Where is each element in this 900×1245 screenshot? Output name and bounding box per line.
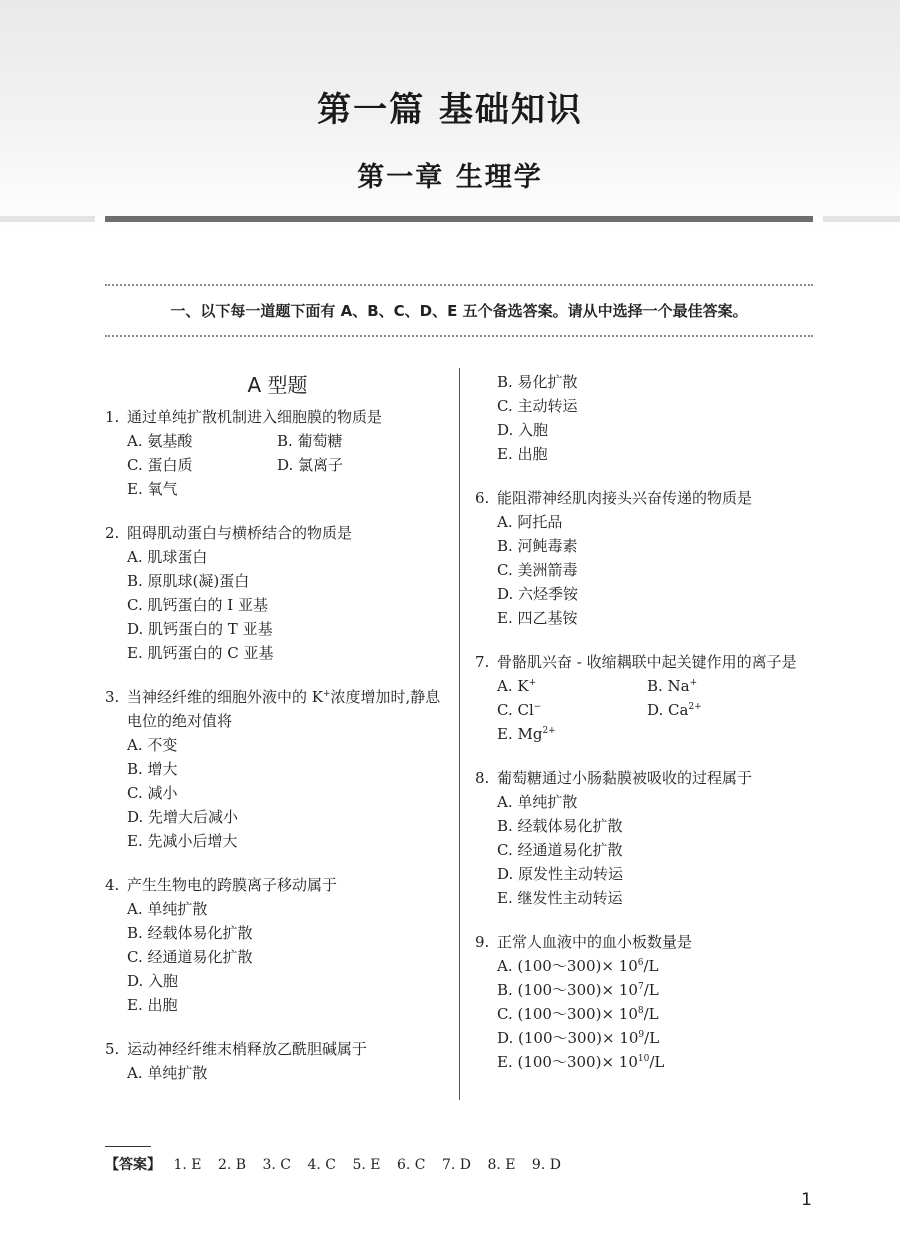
question-number: 3. xyxy=(105,688,120,706)
answer-item: 9. D xyxy=(531,1157,561,1173)
question-6 xyxy=(475,486,815,630)
instruction-top-divider xyxy=(105,284,813,286)
question-number: 7. xyxy=(475,653,490,671)
question-text: 当神经纤维的细胞外液中的 K+浓度增加时,静息电位的绝对值将 xyxy=(127,688,441,730)
question-4 xyxy=(105,873,450,1017)
question-number: 9. xyxy=(475,933,490,951)
option-b: B. 河鲀毒素 xyxy=(497,537,578,555)
answer-item: 1. E xyxy=(173,1157,202,1173)
question-stem xyxy=(105,405,450,429)
left-column xyxy=(105,370,450,1105)
answer-item: 6. C xyxy=(396,1157,426,1173)
option-e: E. 出胞 xyxy=(127,996,178,1014)
question-1 xyxy=(105,405,450,501)
option-grid xyxy=(475,674,815,746)
question-number: 1. xyxy=(105,408,120,426)
question-stem xyxy=(105,873,450,897)
option-c: C. 经通道易化扩散 xyxy=(497,841,623,859)
question-3 xyxy=(105,685,450,853)
option-a: A. K+ xyxy=(497,677,537,695)
option-d: D. 原发性主动转运 xyxy=(497,865,624,883)
option-c: C. 主动转运 xyxy=(497,397,578,415)
question-text: 产生生物电的跨膜离子移动属于 xyxy=(127,876,338,894)
answer-item: 8. E xyxy=(487,1157,516,1173)
option-e: E. (100～300)× $10^{10}/L$ xyxy=(497,1053,665,1071)
option-a: A. 氨基酸 xyxy=(127,432,193,450)
option-d: D. $Ca^{2+}$ xyxy=(647,701,702,719)
option-a: A. 肌球蛋白 xyxy=(127,548,208,566)
option-c: C. 肌钙蛋白的 I 亚基 xyxy=(127,596,268,614)
instruction-text: 一、以下每一道题下面有 A、B、C、D、E 五个备选答案。请从中选择一个最佳答案。 xyxy=(170,302,748,320)
option-a: A. 单纯扩散 xyxy=(127,1064,208,1082)
question-text: 阻碍肌动蛋白与横桥结合的物质是 xyxy=(127,524,353,542)
answer-key-rule xyxy=(105,1146,151,1147)
question-stem xyxy=(475,930,815,954)
instruction-bottom-divider xyxy=(105,335,813,337)
question-stem xyxy=(475,766,815,790)
question-text: 正常人血液中的血小板数量是 xyxy=(497,933,693,951)
answer-item: 7. D xyxy=(441,1157,471,1173)
option-a: A. (100～300)× $10^6/L$ xyxy=(497,957,659,975)
question-stem xyxy=(105,521,450,545)
column-divider xyxy=(459,368,460,1100)
option-c: C. 减小 xyxy=(127,784,178,802)
question-number: 6. xyxy=(475,489,490,507)
right-column xyxy=(475,370,815,1094)
option-d: D. 入胞 xyxy=(497,421,549,439)
option-e: E. 出胞 xyxy=(497,445,548,463)
option-d: D. 入胞 xyxy=(127,972,179,990)
option-d: D. 先增大后减小 xyxy=(127,808,239,826)
option-c: C. 经通道易化扩散 xyxy=(127,948,253,966)
option-d: D. 六烃季铵 xyxy=(497,585,579,603)
option-e: E. 肌钙蛋白的 C 亚基 xyxy=(127,644,274,662)
option-c: C. 美洲箭毒 xyxy=(497,561,578,579)
option-b: B. 经载体易化扩散 xyxy=(497,817,623,835)
option-c: C. 蛋白质 xyxy=(127,456,193,474)
option-d: D. 氯离子 xyxy=(277,456,344,474)
question-text: 通过单纯扩散机制进入细胞膜的物质是 xyxy=(127,408,383,426)
question-8 xyxy=(475,766,815,910)
question-2 xyxy=(105,521,450,665)
question-stem xyxy=(105,685,450,733)
answer-item: 4. C xyxy=(307,1157,337,1173)
question-number: 2. xyxy=(105,524,120,542)
option-e: E. 氧气 xyxy=(127,480,178,498)
page-number: 1 xyxy=(801,1190,812,1210)
option-b: B. Na+ xyxy=(647,677,698,695)
answer-item: 5. E xyxy=(352,1157,381,1173)
option-a: A. 阿托品 xyxy=(497,513,563,531)
question-text: 葡萄糖通过小肠黏膜被吸收的过程属于 xyxy=(497,769,753,787)
answer-key-label: 【答案】 xyxy=(105,1157,161,1173)
option-c: C. Cl− xyxy=(497,701,542,719)
option-e: E. 继发性主动转运 xyxy=(497,889,623,907)
option-d: D. (100～300)× $10^9/L$ xyxy=(497,1029,660,1047)
header-rule-right xyxy=(823,216,900,222)
answer-item: 2. B xyxy=(217,1157,247,1173)
option-a: A. 不变 xyxy=(127,736,178,754)
answer-item: 3. C xyxy=(262,1157,292,1173)
option-b: B. 葡萄糖 xyxy=(277,432,343,450)
question-7 xyxy=(475,650,815,746)
option-a: A. 单纯扩散 xyxy=(127,900,208,918)
option-d: D. 肌钙蛋白的 T 亚基 xyxy=(127,620,273,638)
question-number: 5. xyxy=(105,1040,120,1058)
option-grid xyxy=(105,429,450,501)
part-title: 第一篇 基础知识 xyxy=(317,90,583,130)
chapter-title: 第一章 生理学 xyxy=(357,162,543,193)
option-b: B. 增大 xyxy=(127,760,178,778)
question-number: 8. xyxy=(475,769,490,787)
question-text: 骨骼肌兴奋 - 收缩耦联中起关键作用的离子是 xyxy=(497,653,797,671)
header-rule-left xyxy=(0,216,95,222)
question-5 xyxy=(105,1037,450,1085)
option-b: B. 经载体易化扩散 xyxy=(127,924,253,942)
option-e: E. 先减小后增大 xyxy=(127,832,238,850)
question-stem xyxy=(105,1037,450,1061)
option-b: B. 原肌球(凝)蛋白 xyxy=(127,572,250,590)
option-c: C. (100～300)× $10^8/L$ xyxy=(497,1005,659,1023)
question-5-continued xyxy=(475,370,815,466)
section-type-title: A 型题 xyxy=(247,373,308,397)
question-9 xyxy=(475,930,815,1074)
question-number: 4. xyxy=(105,876,120,894)
header-rule xyxy=(105,216,813,222)
question-text: 能阻滞神经肌肉接头兴奋传递的物质是 xyxy=(497,489,753,507)
option-b: B. 易化扩散 xyxy=(497,373,578,391)
question-text: 运动神经纤维末梢释放乙酰胆碱属于 xyxy=(127,1040,368,1058)
option-e: E. $Mg^{2+}$ xyxy=(497,725,556,743)
answer-key xyxy=(105,1154,573,1174)
option-a: A. 单纯扩散 xyxy=(497,793,578,811)
question-stem xyxy=(475,650,815,674)
option-e: E. 四乙基铵 xyxy=(497,609,578,627)
question-stem xyxy=(475,486,815,510)
option-b: B. (100～300)× $10^7/L$ xyxy=(497,981,659,999)
